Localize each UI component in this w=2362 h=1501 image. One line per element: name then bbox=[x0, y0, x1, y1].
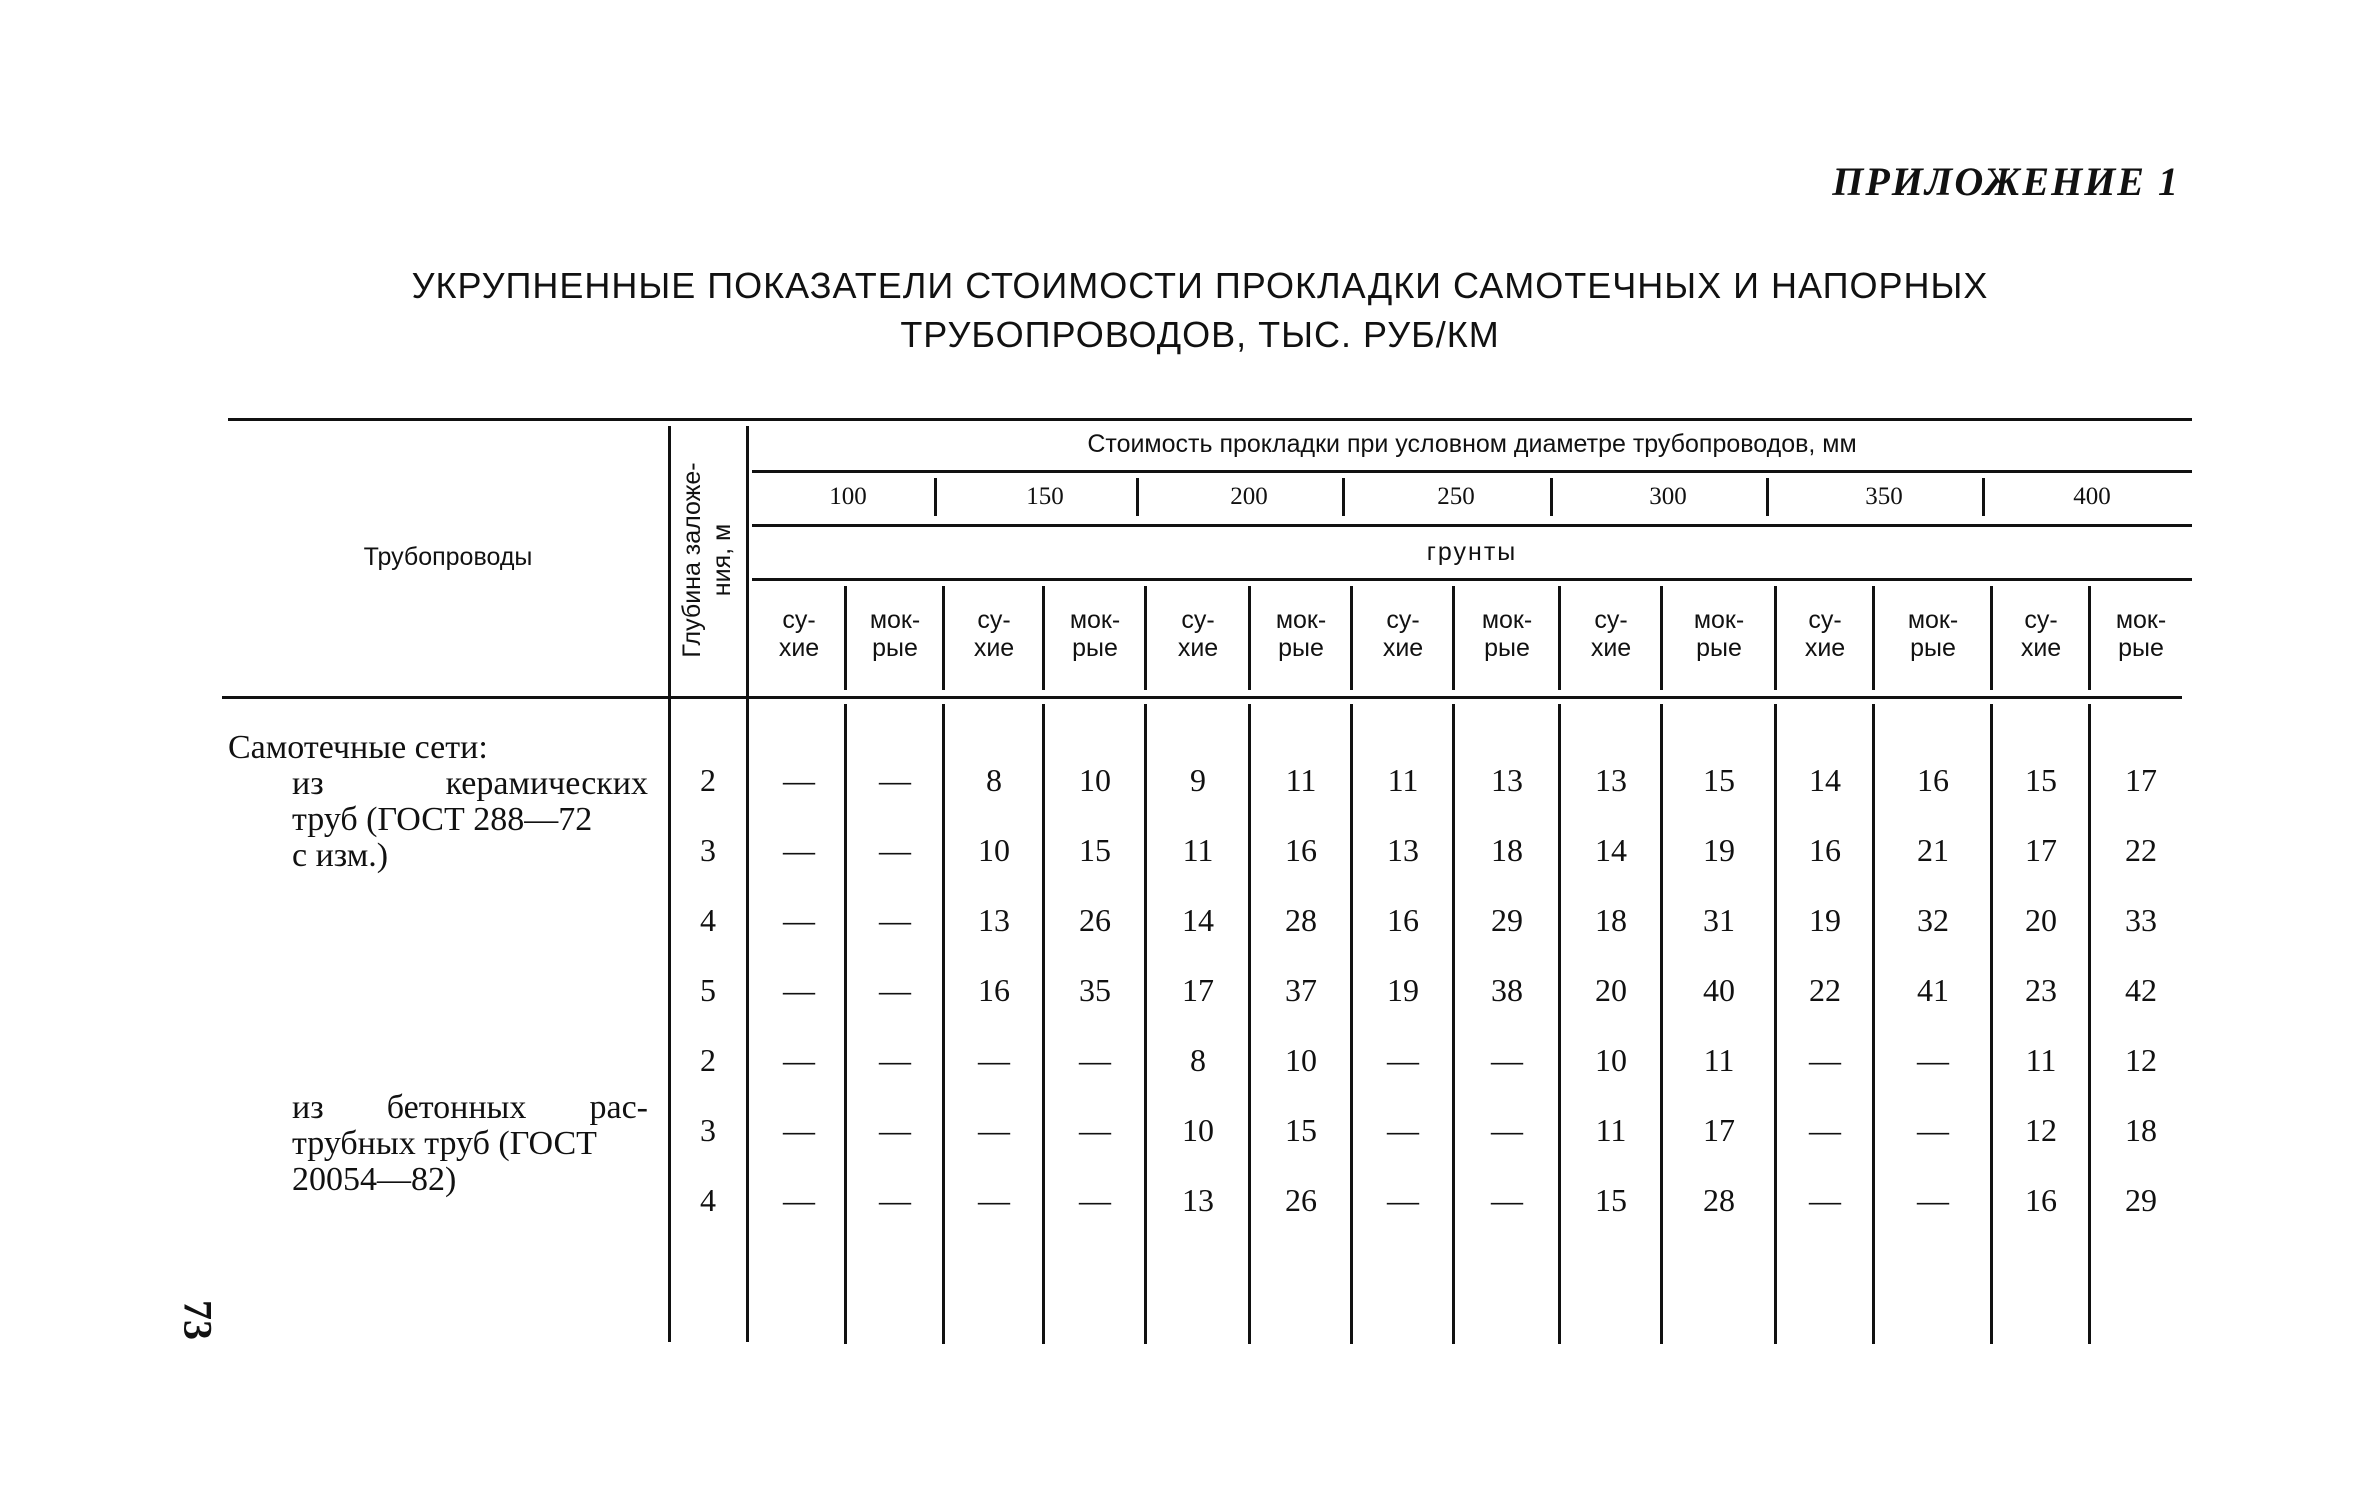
cost-cell: 19 bbox=[1809, 902, 1841, 938]
cost-cell: 19 bbox=[1703, 832, 1735, 868]
soil-dry-label: су- хие bbox=[973, 606, 1015, 662]
cost-cell: — bbox=[1491, 1182, 1523, 1218]
cost-cell: 41 bbox=[1917, 972, 1949, 1008]
depth-value: 3 bbox=[700, 832, 716, 868]
cost-cell: 9 bbox=[1190, 762, 1206, 798]
diameter-400: 400 bbox=[2073, 483, 2111, 510]
soil-col-rule bbox=[1350, 586, 1353, 690]
group2-line1-c: рас- bbox=[589, 1089, 648, 1126]
soil-col-rule bbox=[1558, 586, 1561, 690]
diameter-separator bbox=[934, 478, 937, 516]
cost-cell: 26 bbox=[1079, 902, 1111, 938]
soil-col-rule bbox=[1660, 586, 1663, 690]
body-col-rule bbox=[1774, 704, 1777, 1344]
cost-cell: — bbox=[1809, 1182, 1841, 1218]
group2-line1-b: бетонных bbox=[386, 1089, 527, 1126]
soil-col-rule bbox=[844, 586, 847, 690]
cost-cell: 32 bbox=[1917, 902, 1949, 938]
soil-dry-label: су- хие bbox=[1177, 606, 1219, 662]
soil-wet-label: мок- рые bbox=[1069, 606, 1121, 662]
cost-cell: — bbox=[1387, 1042, 1419, 1078]
cost-cell: 12 bbox=[2025, 1112, 2057, 1148]
page-number: 73 bbox=[175, 1300, 221, 1340]
cost-cell: 20 bbox=[1595, 972, 1627, 1008]
cost-cell: 14 bbox=[1595, 832, 1627, 868]
cost-cell: 11 bbox=[1182, 832, 1214, 868]
cost-cell: 33 bbox=[2125, 902, 2157, 938]
cost-cell: 20 bbox=[2025, 902, 2057, 938]
cost-cell: — bbox=[879, 972, 911, 1008]
cost-cell: — bbox=[879, 902, 911, 938]
group2-line3: 20054—82) bbox=[292, 1161, 457, 1198]
cost-cell: 16 bbox=[1387, 902, 1419, 938]
group2-line1 bbox=[228, 1090, 648, 1126]
soil-col-rule bbox=[1990, 586, 1993, 690]
cost-cell: — bbox=[783, 972, 815, 1008]
soil-dry-label: су- хие bbox=[778, 606, 820, 662]
cost-cell: 17 bbox=[1182, 972, 1214, 1008]
diameter-rule-top bbox=[752, 470, 2192, 473]
cost-cell: — bbox=[1917, 1182, 1949, 1218]
cost-cell: 8 bbox=[1190, 1042, 1206, 1078]
cost-cell: 15 bbox=[1703, 762, 1735, 798]
diameter-200: 200 bbox=[1230, 483, 1268, 510]
body-col-rule bbox=[1144, 704, 1147, 1344]
depth-value: 4 bbox=[700, 902, 716, 938]
soil-col-rule bbox=[2088, 586, 2091, 690]
group1-line3: с изм.) bbox=[292, 837, 389, 874]
cost-cell: — bbox=[1079, 1042, 1111, 1078]
depth-column-header: Глубина заложе- ния, м bbox=[678, 462, 736, 658]
body-col-rule bbox=[1558, 704, 1561, 1344]
body-col-rule bbox=[2088, 704, 2091, 1344]
soil-dry-label: су- хие bbox=[2020, 606, 2062, 662]
cost-cell: — bbox=[879, 832, 911, 868]
table-top-rule bbox=[228, 418, 2192, 421]
diameter-separator bbox=[1550, 478, 1553, 516]
cost-cell: 14 bbox=[1182, 902, 1214, 938]
soil-col-rule bbox=[1144, 586, 1147, 690]
group1-line1-a: из bbox=[292, 765, 324, 802]
cost-cell: 17 bbox=[1703, 1112, 1735, 1148]
cost-cell: 16 bbox=[978, 972, 1010, 1008]
cost-cell: — bbox=[783, 902, 815, 938]
cost-cell: 10 bbox=[1182, 1112, 1214, 1148]
cost-cell: 15 bbox=[1285, 1112, 1317, 1148]
diameter-300: 300 bbox=[1649, 483, 1687, 510]
soil-wet-label: мок- рые bbox=[2115, 606, 2167, 662]
depth-value: 2 bbox=[700, 1042, 716, 1078]
cost-cell: 16 bbox=[1809, 832, 1841, 868]
cost-cell: — bbox=[1079, 1182, 1111, 1218]
cost-cell: 18 bbox=[1491, 832, 1523, 868]
header-bottom-rule bbox=[222, 696, 2182, 699]
soil-col-rule bbox=[942, 586, 945, 690]
cost-cell: — bbox=[1809, 1042, 1841, 1078]
cost-cell: 21 bbox=[1917, 832, 1949, 868]
cost-cell: 13 bbox=[978, 902, 1010, 938]
cost-cell: — bbox=[1079, 1112, 1111, 1148]
cost-cell: 35 bbox=[1079, 972, 1111, 1008]
group1-line2: труб (ГОСТ 288—72 bbox=[292, 801, 593, 838]
soil-col-rule bbox=[1452, 586, 1455, 690]
depth-value: 5 bbox=[700, 972, 716, 1008]
body-col-rule bbox=[942, 704, 945, 1344]
cost-cell: — bbox=[783, 1112, 815, 1148]
diameter-separator bbox=[1982, 478, 1985, 516]
soil-wet-label: мок- рые bbox=[1275, 606, 1327, 662]
cost-cell: 10 bbox=[1285, 1042, 1317, 1078]
soil-wet-label: мок- рые bbox=[1481, 606, 1533, 662]
soil-col-rule bbox=[1774, 586, 1777, 690]
cost-cell: 16 bbox=[2025, 1182, 2057, 1218]
group-title: Самотечные сети: bbox=[228, 729, 488, 766]
cost-cell: 40 bbox=[1703, 972, 1735, 1008]
cost-cell: 15 bbox=[1079, 832, 1111, 868]
cost-cell: — bbox=[879, 1112, 911, 1148]
cost-cell: 29 bbox=[2125, 1182, 2157, 1218]
cost-cell: 13 bbox=[1387, 832, 1419, 868]
body-col-rule bbox=[1990, 704, 1993, 1344]
cost-cell: 28 bbox=[1285, 902, 1317, 938]
cost-cell: — bbox=[1387, 1112, 1419, 1148]
cost-cell: 18 bbox=[1595, 902, 1627, 938]
body-col-rule bbox=[1452, 704, 1455, 1344]
cost-cell: — bbox=[783, 1182, 815, 1218]
cost-cell: 15 bbox=[1595, 1182, 1627, 1218]
pipe-descriptions bbox=[228, 730, 648, 1198]
cost-cell: 14 bbox=[1809, 762, 1841, 798]
cost-cell: 18 bbox=[2125, 1112, 2157, 1148]
cost-cell: 29 bbox=[1491, 902, 1523, 938]
diameter-separator bbox=[1136, 478, 1139, 516]
pipes-column-header: Трубопроводы bbox=[363, 543, 533, 571]
soil-col-rule bbox=[1248, 586, 1251, 690]
group1-line1-b: керамических bbox=[445, 765, 648, 802]
cost-cell: 22 bbox=[2125, 832, 2157, 868]
title-line-1: УКРУПНЕННЫЕ ПОКАЗАТЕЛИ СТОИМОСТИ ПРОКЛАДКИ САМОТЕЧНЫХ И НАПОРНЫХ bbox=[411, 265, 1989, 306]
body-col-rule bbox=[844, 704, 847, 1344]
cost-cell: 17 bbox=[2125, 762, 2157, 798]
cost-cell: — bbox=[1491, 1112, 1523, 1148]
cost-cell: 11 bbox=[1285, 762, 1317, 798]
soil-wet-label: мок- рые bbox=[1693, 606, 1745, 662]
cost-cell: 8 bbox=[986, 762, 1002, 798]
cost-cell: — bbox=[1809, 1112, 1841, 1148]
cost-cell: 12 bbox=[2125, 1042, 2157, 1078]
soil-dry-label: су- хие bbox=[1382, 606, 1424, 662]
cost-cell: 19 bbox=[1387, 972, 1419, 1008]
group1-line1 bbox=[228, 766, 648, 802]
diameter-separator bbox=[1766, 478, 1769, 516]
cost-cell: 11 bbox=[1387, 762, 1419, 798]
title-line-2: ТРУБОПРОВОДОВ, ТЫС. РУБ/КМ bbox=[900, 314, 1500, 355]
cost-cell: — bbox=[1917, 1112, 1949, 1148]
cost-cell: — bbox=[1917, 1042, 1949, 1078]
cost-header: Стоимость прокладки при условном диаметре трубопроводов, мм bbox=[1087, 430, 1857, 458]
cost-cell: 38 bbox=[1491, 972, 1523, 1008]
cost-cell: 11 bbox=[1595, 1112, 1627, 1148]
group2-line2: трубных труб (ГОСТ bbox=[292, 1125, 597, 1162]
cost-cell: 10 bbox=[1595, 1042, 1627, 1078]
cost-cell: 42 bbox=[2125, 972, 2157, 1008]
soil-dry-label: су- хие bbox=[1590, 606, 1632, 662]
body-col-rule bbox=[1350, 704, 1353, 1344]
soil-col-rule bbox=[1872, 586, 1875, 690]
cost-cell: 23 bbox=[2025, 972, 2057, 1008]
cost-cell: — bbox=[783, 832, 815, 868]
cost-cell: — bbox=[879, 1042, 911, 1078]
diameter-rule-bottom bbox=[752, 524, 2192, 527]
cost-cell: 26 bbox=[1285, 1182, 1317, 1218]
cost-cell: 11 bbox=[1703, 1042, 1735, 1078]
diameter-250: 250 bbox=[1437, 483, 1475, 510]
diameter-100: 100 bbox=[829, 483, 867, 510]
cost-cell: 13 bbox=[1182, 1182, 1214, 1218]
soils-header: грунты bbox=[1426, 538, 1518, 566]
cost-cell: 16 bbox=[1285, 832, 1317, 868]
cost-cell: — bbox=[978, 1182, 1010, 1218]
body-col-rule bbox=[1660, 704, 1663, 1344]
appendix-label: ПРИЛОЖЕНИЕ 1 bbox=[1832, 159, 2180, 204]
depth-value: 4 bbox=[700, 1182, 716, 1218]
soil-wet-label: мок- рые bbox=[1907, 606, 1959, 662]
cost-cell: — bbox=[978, 1042, 1010, 1078]
cost-cell: — bbox=[978, 1112, 1010, 1148]
cost-cell: 28 bbox=[1703, 1182, 1735, 1218]
cost-cell: 10 bbox=[1079, 762, 1111, 798]
cost-cell: 37 bbox=[1285, 972, 1317, 1008]
cost-cell: — bbox=[783, 1042, 815, 1078]
cost-cell: 15 bbox=[2025, 762, 2057, 798]
group2-line1-a: из bbox=[292, 1089, 324, 1126]
cost-cell: — bbox=[783, 762, 815, 798]
cost-cell: — bbox=[879, 762, 911, 798]
cost-cell: 13 bbox=[1595, 762, 1627, 798]
cost-cell: 17 bbox=[2025, 832, 2057, 868]
cost-cell: — bbox=[1491, 1042, 1523, 1078]
diameter-separator bbox=[1342, 478, 1345, 516]
body-col-rule bbox=[1872, 704, 1875, 1344]
cost-cell: 13 bbox=[1491, 762, 1523, 798]
depth-value: 2 bbox=[700, 762, 716, 798]
cost-cell: 16 bbox=[1917, 762, 1949, 798]
depth-value: 3 bbox=[700, 1112, 716, 1148]
soil-dry-label: су- хие bbox=[1804, 606, 1846, 662]
cost-cell: — bbox=[1387, 1182, 1419, 1218]
cost-cell: 31 bbox=[1703, 902, 1735, 938]
body-col-rule bbox=[1042, 704, 1045, 1344]
cost-cell: — bbox=[879, 1182, 911, 1218]
cost-cell: 22 bbox=[1809, 972, 1841, 1008]
soil-wet-label: мок- рые bbox=[869, 606, 921, 662]
diameter-150: 150 bbox=[1026, 483, 1064, 510]
cost-cell: 11 bbox=[2025, 1042, 2057, 1078]
body-col-rule bbox=[1248, 704, 1251, 1344]
soils-rule bbox=[752, 578, 2192, 581]
cost-cell: 10 bbox=[978, 832, 1010, 868]
diameter-350: 350 bbox=[1865, 483, 1903, 510]
soil-col-rule bbox=[1042, 586, 1045, 690]
